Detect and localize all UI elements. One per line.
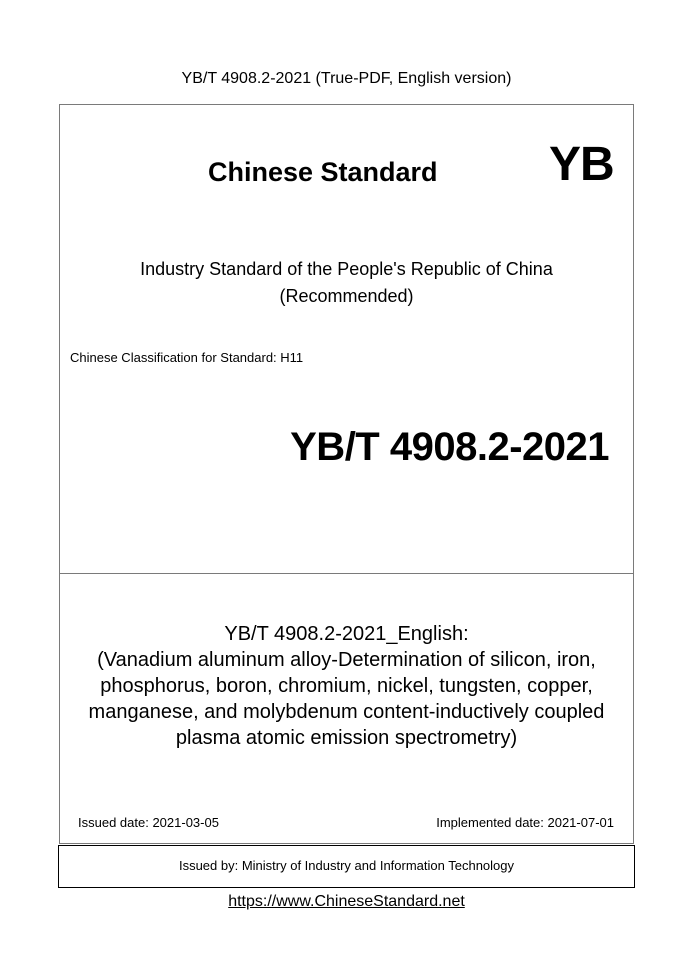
- title-line: manganese, and molybdenum content-inductively coupled: [88, 701, 605, 723]
- chinese-standard-heading: Chinese Standard: [208, 157, 438, 187]
- website-link[interactable]: https://www.ChineseStandard.net: [228, 893, 465, 910]
- document-title: [59, 621, 634, 751]
- issuer-text: Issued by: Ministry of Industry and Information Technology: [178, 858, 515, 873]
- title-line: phosphorus, boron, chromium, nickel, tungsten, copper,: [100, 675, 593, 697]
- footer: [0, 893, 693, 911]
- recommended-line: (Recommended): [279, 286, 414, 306]
- classification-text: Chinese Classification for Standard: H11: [70, 350, 304, 365]
- issuer-box: [58, 845, 635, 888]
- title-line: plasma atomic emission spectrometry): [175, 727, 518, 749]
- industry-standard-line: Industry Standard of the People's Republic of China: [140, 259, 553, 279]
- document-header: YB/T 4908.2-2021 (True-PDF, English version): [181, 70, 512, 87]
- title-line: YB/T 4908.2-2021_English:: [224, 623, 469, 645]
- industry-standard-block: [59, 256, 634, 310]
- yb-standard-mark: YB: [549, 138, 614, 191]
- standard-number: YB/T 4908.2-2021: [290, 425, 609, 469]
- implemented-date: Implemented date: 2021-07-01: [436, 815, 614, 830]
- issued-date: Issued date: 2021-03-05: [78, 815, 219, 830]
- title-line: (Vanadium aluminum alloy-Determination of silicon, iron,: [97, 649, 596, 671]
